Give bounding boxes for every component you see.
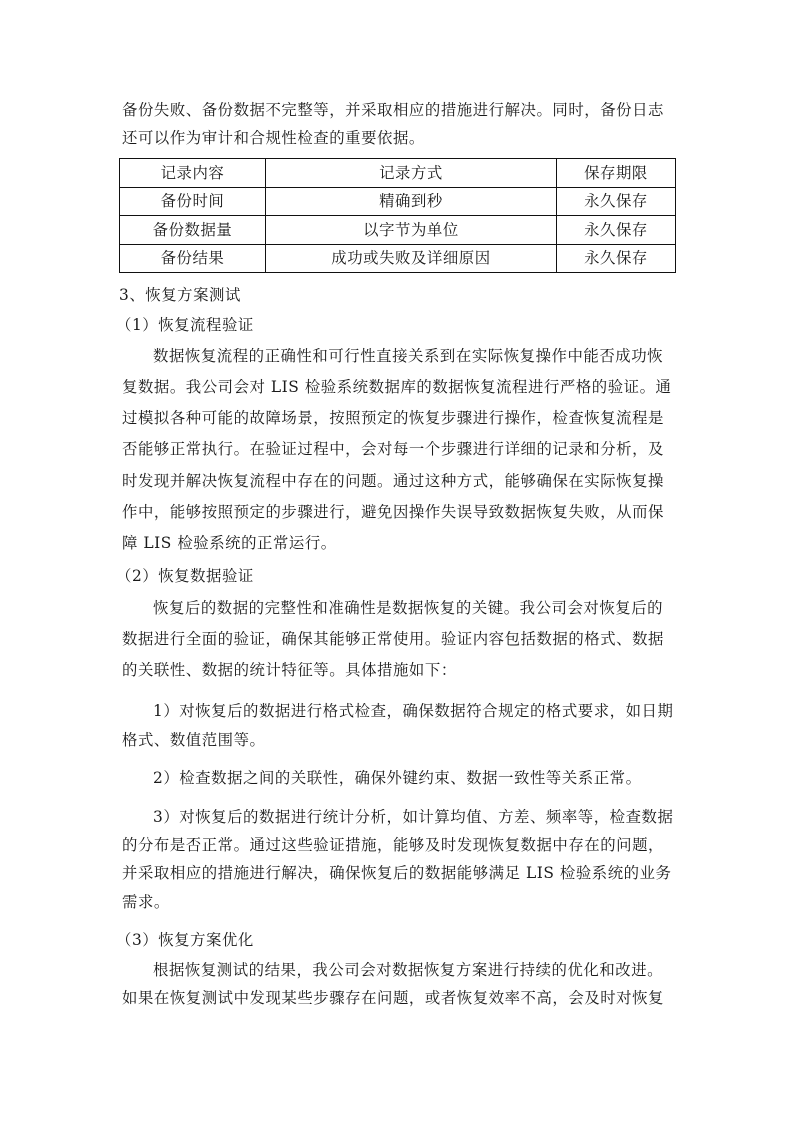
paragraph-line: 的关联性、数据的统计特征等。具体措施如下： — [122, 661, 457, 679]
list-item-line: 的分布是否正常。通过这些验证措施，能够及时发现恢复数据中存在的问题， — [122, 836, 664, 854]
backup-log-table — [119, 158, 676, 273]
table-cell: 永久保存 — [557, 216, 676, 245]
intro-line-1: 备份失败、备份数据不完整等，并采取相应的措施进行解决。同时，备份日志 — [122, 101, 664, 119]
list-item-line: 并采取相应的措施进行解决，确保恢复后的数据能够满足 LIS 检验系统的业务 — [122, 864, 672, 882]
table-row — [120, 187, 676, 216]
table-cell: 精确到秒 — [266, 187, 557, 216]
paragraph-line: 数据进行全面的验证，确保其能够正常使用。验证内容包括数据的格式、数据 — [122, 630, 664, 648]
paragraph-line: 时发现并解决恢复流程中存在的问题。通过这种方式，能够确保在实际恢复操 — [122, 472, 664, 490]
paragraph-line: 恢复后的数据的完整性和准确性是数据恢复的关键。我公司会对恢复后的 — [153, 599, 664, 617]
table-header-cell: 记录内容 — [120, 159, 266, 188]
paragraph-line: 复数据。我公司会对 LIS 检验系统数据库的数据恢复流程进行严格的验证。通 — [122, 378, 672, 396]
paragraph-line: 否能够正常执行。在验证过程中，会对每一个步骤进行详细的记录和分析，及 — [122, 440, 664, 458]
list-item-line: 2）检查数据之间的关联性，确保外键约束、数据一致性等关系正常。 — [153, 769, 642, 787]
table-header-cell: 记录方式 — [266, 159, 557, 188]
list-item-line: 1）对恢复后的数据进行格式检查，确保数据符合规定的格式要求，如日期 — [153, 702, 674, 720]
subsection-heading: （2）恢复数据验证 — [116, 567, 254, 585]
paragraph-line: 如果在恢复测试中发现某些步骤存在问题，或者恢复效率不高，会及时对恢复 — [122, 989, 664, 1007]
table-cell: 成功或失败及详细原因 — [266, 244, 557, 273]
table-header-cell: 保存期限 — [557, 159, 676, 188]
table-cell: 永久保存 — [557, 244, 676, 273]
list-item-line: 格式、数值范围等。 — [122, 731, 266, 749]
table-row — [120, 244, 676, 273]
paragraph-line: 障 LIS 检验系统的正常运行。 — [122, 534, 337, 552]
table-cell: 备份结果 — [120, 244, 266, 273]
table-cell: 永久保存 — [557, 187, 676, 216]
table-cell: 备份时间 — [120, 187, 266, 216]
subsection-heading: （3）恢复方案优化 — [116, 931, 254, 949]
table-cell: 备份数据量 — [120, 216, 266, 245]
paragraph-line: 作中，能够按照预定的步骤进行，避免因操作失误导致数据恢复失败，从而保 — [122, 503, 664, 521]
paragraph-line: 根据恢复测试的结果，我公司会对数据恢复方案进行持续的优化和改进。 — [153, 961, 664, 979]
intro-line-2: 还可以作为审计和合规性检查的重要依据。 — [122, 129, 425, 147]
table-header-row — [120, 159, 676, 188]
subsection-heading: （1）恢复流程验证 — [116, 316, 254, 334]
paragraph-line: 数据恢复流程的正确性和可行性直接关系到在实际恢复操作中能否成功恢 — [153, 347, 664, 365]
table-row — [120, 216, 676, 245]
paragraph-line: 过模拟各种可能的故障场景，按照预定的恢复步骤进行操作，检查恢复流程是 — [122, 409, 664, 427]
table-cell: 以字节为单位 — [266, 216, 557, 245]
list-item-line: 需求。 — [122, 893, 170, 911]
list-item-line: 3）对恢复后的数据进行统计分析，如计算均值、方差、频率等，检查数据 — [153, 808, 674, 826]
section-heading: 3、恢复方案测试 — [119, 286, 241, 304]
